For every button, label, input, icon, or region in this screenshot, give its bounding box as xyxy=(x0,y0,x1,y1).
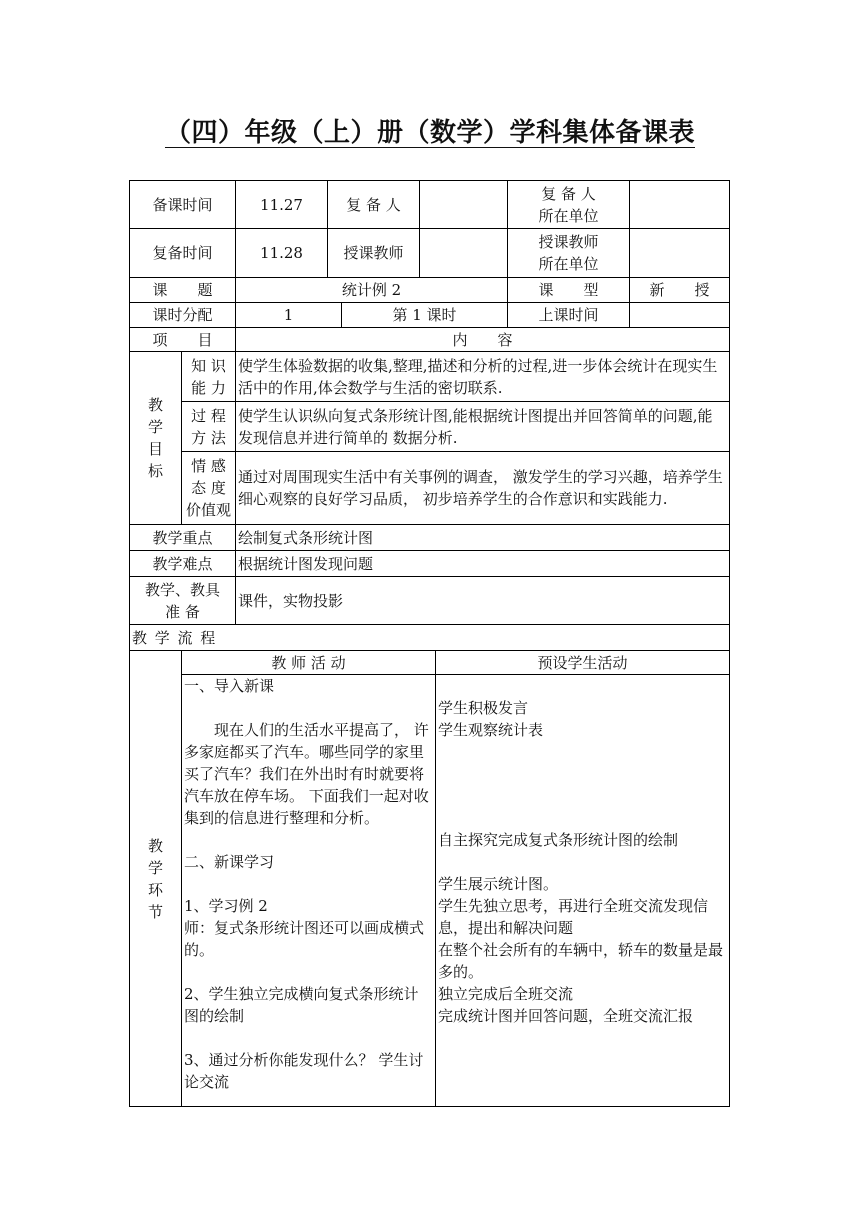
prep-time-value: 11.27 xyxy=(236,181,328,229)
teacher-activity-content xyxy=(182,675,436,1107)
student-line: 学生观察统计表 xyxy=(438,721,544,739)
review-time-label: 复备时间 xyxy=(130,229,236,278)
student-line: 学生先独立思考，再进行全班交流发现信息，提出和解决问题 xyxy=(438,897,709,937)
goal-process-label: 过 程 方 法 xyxy=(182,402,236,452)
student-activity-header: 预设学生活动 xyxy=(436,651,730,675)
student-line: 完成统计图并回答问题，全班交流汇报 xyxy=(438,1007,694,1025)
teacher-line: 2、学生独立完成横向复式条形统计图的绘制 xyxy=(184,985,419,1025)
row-period xyxy=(130,303,730,328)
teacher-unit-label-line1: 授课教师 xyxy=(538,233,599,251)
teacher-line: 3、通过分析你能发现什么？ 学生讨论交流 xyxy=(184,1051,424,1091)
student-line: 学生展示统计图。 xyxy=(438,875,559,893)
teacher-activity-header: 教 师 活 动 xyxy=(182,651,436,675)
period-text: 第 1 课时 xyxy=(342,303,508,328)
class-time-label: 上课时间 xyxy=(508,303,630,328)
teacher-label: 授课教师 xyxy=(328,229,420,278)
period-value: 1 xyxy=(236,303,342,328)
item-header: 项 目 xyxy=(130,328,236,352)
goal-emotion-label: 情 感 态 度 价值观 xyxy=(182,452,236,525)
goal-emotion-content: 通过对周围现实生活中有关事例的调查， 激发学生的学习兴趣，培养学生细心观察的良好学习品质， 初步培养学生的合作意识和实践能力. xyxy=(236,452,730,525)
reviewer-label: 复 备 人 xyxy=(328,181,420,229)
teacher-unit-label xyxy=(508,229,630,278)
goals-group-label: 教 学 目 标 xyxy=(130,352,182,525)
student-line: 独立完成后全班交流 xyxy=(438,985,574,1003)
goal-knowledge-content: 使学生体验数据的收集,整理,描述和分析的过程,进一步体会统计在现实生活中的作用,体会数学与生活的密切联系. xyxy=(236,352,730,402)
student-line: 学生积极发言 xyxy=(438,699,529,717)
teacher-line: 现在人们的生活水平提高了， 许多家庭都买了汽车。哪些同学的家里买了汽车？我们在外出时有时就要将汽车放在停车场。 下面我们一起对收集到的信息进行整理和分析。 xyxy=(184,721,429,827)
goal-knowledge-label: 知 识 能 力 xyxy=(182,352,236,402)
flow-label: 教 学 流 程 xyxy=(130,625,730,651)
teacher-line: 二、新课学习 xyxy=(184,853,275,871)
type-value: 新 授 xyxy=(630,278,730,303)
row-flow-body xyxy=(130,675,730,1107)
difficulty-content: 根据统计图发现问题 xyxy=(236,551,730,577)
row-goal-knowledge xyxy=(130,352,730,402)
reviewer-unit-value xyxy=(630,181,730,229)
row-flow-header xyxy=(130,651,730,675)
goal-process-content: 使学生认识纵向复式条形统计图,能根据统计图提出并回答简单的问题,能发现信息并进行简单的 数据分析. xyxy=(236,402,730,452)
class-time-value xyxy=(630,303,730,328)
content-header: 内 容 xyxy=(236,328,730,352)
student-line: 自主探究完成复式条形统计图的绘制 xyxy=(438,831,679,849)
key-point-label: 教学重点 xyxy=(130,525,236,551)
topic-label: 课 题 xyxy=(130,278,236,303)
key-point-content: 绘制复式条形统计图 xyxy=(236,525,730,551)
materials-label: 教学、教具 准 备 xyxy=(130,577,236,625)
teacher-line: 1、学习例 2 xyxy=(184,897,268,915)
reviewer-value xyxy=(420,181,508,229)
teacher-value xyxy=(420,229,508,278)
lesson-plan-table xyxy=(129,180,730,1107)
period-label: 课时分配 xyxy=(130,303,236,328)
row-goal-emotion xyxy=(130,452,730,525)
row-flow-label xyxy=(130,625,730,651)
row-difficulty xyxy=(130,551,730,577)
row-topic xyxy=(130,278,730,303)
topic-value: 统计例 2 xyxy=(236,278,508,303)
type-label: 课 型 xyxy=(508,278,630,303)
materials-content: 课件，实物投影 xyxy=(236,577,730,625)
student-line: 在整个社会所有的车辆中，轿车的数量是最多的。 xyxy=(438,941,724,981)
review-time-value: 11.28 xyxy=(236,229,328,278)
row-section-header xyxy=(130,328,730,352)
reviewer-unit-label-line2: 所在单位 xyxy=(538,206,599,225)
prep-time-label: 备课时间 xyxy=(130,181,236,229)
row-prep-time xyxy=(130,181,730,229)
page-title: （四）年级（上）册（数学）学科集体备课表 xyxy=(164,118,695,148)
row-review-time xyxy=(130,229,730,278)
teacher-line: 师：复式条形统计图还可以画成横式的。 xyxy=(184,919,425,959)
row-key-point xyxy=(130,525,730,551)
teacher-unit-label-line2: 所在单位 xyxy=(538,255,599,273)
row-materials xyxy=(130,577,730,625)
difficulty-label: 教学难点 xyxy=(130,551,236,577)
reviewer-unit-label xyxy=(508,181,630,229)
teacher-unit-value xyxy=(630,229,730,278)
teacher-line: 一、导入新课 xyxy=(184,677,275,695)
reviewer-unit-label-line1: 复 备 人 xyxy=(541,184,596,203)
flow-group-label: 教 学 环 节 xyxy=(130,651,182,1107)
student-activity-content xyxy=(436,675,730,1107)
row-goal-process xyxy=(130,402,730,452)
